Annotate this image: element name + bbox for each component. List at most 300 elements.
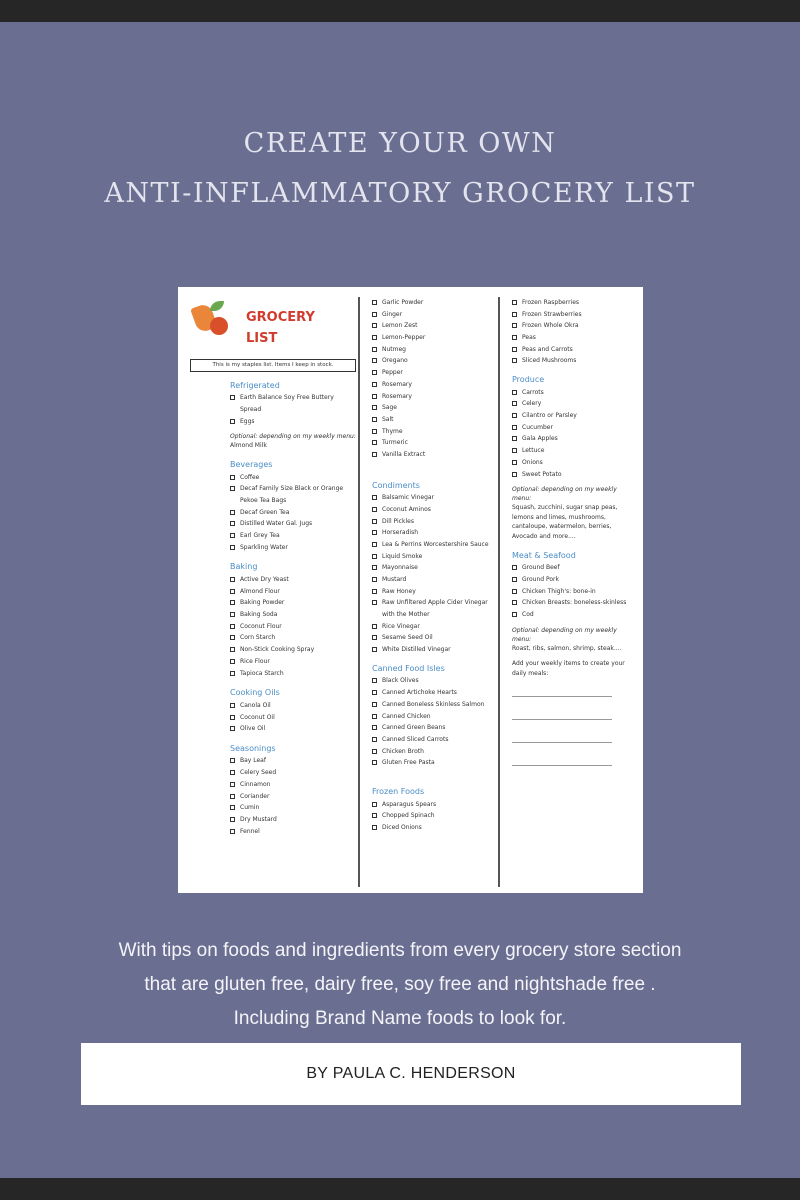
list-item	[230, 826, 356, 838]
list-item-label: Non-Stick Cooking Spray	[240, 646, 315, 654]
list-item	[372, 711, 497, 723]
list-item	[512, 398, 637, 410]
list-item-label: Olive Oil	[240, 725, 266, 733]
list-item-label: Chopped Spinach	[382, 812, 435, 820]
list-item-label: Lemon Zest	[382, 322, 418, 330]
checkbox-icon	[230, 475, 235, 480]
section-seasonings	[230, 755, 356, 837]
list-item	[230, 586, 356, 598]
list-item-label: Canola Oil	[240, 701, 271, 709]
cover-title-line2: ANTI-INFLAMMATORY GROCERY LIST	[104, 178, 696, 209]
list-item-label: Sage	[382, 404, 397, 412]
checkbox-icon	[372, 678, 377, 683]
section-canned	[372, 675, 497, 769]
checkbox-icon	[512, 600, 517, 605]
list-item	[372, 822, 497, 834]
checkbox-icon	[230, 671, 235, 676]
list-item-label: Lettuce	[522, 447, 545, 455]
list-item-label: Nutmeg	[382, 345, 406, 353]
list-item-label: Frozen Whole Okra	[522, 322, 579, 330]
bottom-border	[0, 1178, 800, 1200]
list-item-label: Celery	[522, 400, 542, 408]
checkbox-icon	[372, 760, 377, 765]
section-heading-condiments: Condiments	[372, 480, 420, 490]
optional-items: Squash, zucchini, sugar snap peas, lemons and limes, mushrooms, cantaloupe, watermelon, berries, Avocado and more....	[512, 504, 618, 540]
list-item	[230, 483, 356, 506]
checkbox-icon	[230, 612, 235, 617]
list-item	[372, 426, 497, 438]
list-item-label: Horseradish	[382, 529, 419, 537]
list-item-label: Canned Green Beans	[382, 724, 446, 732]
list-item-label: Coconut Oil	[240, 713, 275, 721]
list-item	[512, 445, 637, 457]
list-item-label: Coconut Aminos	[382, 505, 431, 513]
checkbox-icon	[230, 726, 235, 731]
checkbox-icon	[372, 429, 377, 434]
list-item	[372, 297, 497, 309]
list-item-label: Ground Beef	[522, 564, 560, 572]
list-header	[188, 299, 356, 353]
checkbox-icon	[372, 702, 377, 707]
top-border	[0, 0, 800, 22]
list-item	[230, 416, 356, 428]
list-item-label: Black Olives	[382, 677, 419, 685]
column-divider	[498, 297, 500, 887]
checkbox-icon	[372, 495, 377, 500]
list-item-label: Turmeric	[382, 439, 408, 447]
list-item	[372, 699, 497, 711]
list-item-label: Lea & Perrins Worcestershire Sauce	[382, 540, 489, 548]
list-item	[372, 391, 497, 403]
list-item	[372, 799, 497, 811]
list-item-label: Canned Boneless Skinless Salmon	[382, 700, 485, 708]
checkbox-icon	[512, 401, 517, 406]
checkbox-icon	[372, 749, 377, 754]
list-item-label: Sweet Potato	[522, 470, 562, 478]
list-item	[372, 492, 497, 504]
checkbox-icon	[512, 413, 517, 418]
checkbox-icon	[372, 725, 377, 730]
list-item-label: Tapioca Starch	[240, 669, 284, 677]
checkbox-icon	[372, 300, 377, 305]
checkbox-icon	[372, 635, 377, 640]
list-item	[230, 609, 356, 621]
list-item-label: Chicken Broth	[382, 747, 424, 755]
checkbox-icon	[372, 589, 377, 594]
checkbox-icon	[230, 770, 235, 775]
checkbox-icon	[230, 829, 235, 834]
list-item-label: Vanilla Extract	[382, 450, 426, 458]
list-item	[372, 746, 497, 758]
list-item	[372, 402, 497, 414]
list-item-label: Thyme	[382, 427, 403, 435]
checkbox-icon	[372, 624, 377, 629]
list-item-label: Sparkling Water	[240, 543, 288, 551]
list-item	[230, 723, 356, 735]
checkbox-icon	[512, 323, 517, 328]
checkbox-icon	[372, 452, 377, 457]
section-seasonings-continued	[372, 297, 497, 461]
section-meat	[512, 562, 637, 620]
list-item-label: Cucumber	[522, 423, 553, 431]
list-item-label: Decaf Green Tea	[240, 508, 290, 516]
column-divider	[358, 297, 360, 887]
checkbox-icon	[372, 370, 377, 375]
closing-note: Add your weekly items to create your daily meals:	[512, 660, 625, 677]
checkbox-icon	[230, 510, 235, 515]
list-item-label: Celery Seed	[240, 769, 277, 777]
list-item-label: Gala Apples	[522, 435, 558, 443]
checkbox-icon	[372, 530, 377, 535]
section-frozen-continued	[512, 297, 637, 367]
list-item-label: Canned Sliced Carrots	[382, 735, 449, 743]
list-item	[230, 656, 356, 668]
list-item	[230, 507, 356, 519]
list-item-label: Gluten Free Pasta	[382, 759, 435, 767]
checkbox-icon	[230, 782, 235, 787]
list-item-label: Coriander	[240, 792, 270, 800]
checkbox-icon	[230, 635, 235, 640]
list-item-label: Carrots	[522, 388, 544, 396]
list-item	[372, 644, 497, 656]
checkbox-icon	[230, 703, 235, 708]
checkbox-icon	[372, 577, 377, 582]
list-item	[372, 810, 497, 822]
list-item-label: Sesame Seed Oil	[382, 634, 433, 642]
list-item	[230, 621, 356, 633]
list-item-label: Balsamic Vinegar	[382, 494, 435, 502]
list-item-label: Cod	[522, 610, 534, 618]
checkbox-icon	[230, 533, 235, 538]
list-item	[230, 814, 356, 826]
list-item-label: Asparagus Spears	[382, 800, 437, 808]
section-heading-beverages: Beverages	[230, 460, 273, 470]
checkbox-icon	[512, 390, 517, 395]
cover-title-line1: CREATE YOUR OWN	[243, 128, 557, 159]
checkbox-icon	[230, 395, 235, 400]
list-item-label: Coconut Flour	[240, 622, 282, 630]
list-item	[372, 437, 497, 449]
checkbox-icon	[512, 448, 517, 453]
list-item	[512, 574, 637, 586]
checkbox-icon	[372, 358, 377, 363]
tagline-line1: With tips on foods and ingredients from every grocery store section	[118, 940, 682, 961]
list-item	[512, 433, 637, 445]
author-name: BY PAULA C. HENDERSON	[306, 1065, 516, 1082]
list-item-label: Chicken Thigh's: bone-in	[522, 587, 596, 595]
checkbox-icon	[230, 419, 235, 424]
checkbox-icon	[230, 794, 235, 799]
list-item-label: Peas	[522, 334, 536, 342]
checkbox-icon	[512, 612, 517, 617]
checkbox-icon	[230, 647, 235, 652]
list-item-label: Eggs	[240, 417, 255, 425]
checkbox-icon	[230, 817, 235, 822]
checkbox-icon	[512, 335, 517, 340]
optional-note: Optional: depending on my weekly menu:	[230, 433, 356, 441]
list-logo-text: GROCERY LIST	[246, 310, 315, 347]
list-item-label: Salt	[382, 415, 394, 423]
list-item	[512, 597, 637, 609]
list-item	[372, 687, 497, 699]
checkbox-icon	[230, 545, 235, 550]
list-item	[230, 767, 356, 779]
checkbox-icon	[512, 300, 517, 305]
checkbox-icon	[372, 802, 377, 807]
list-item	[372, 367, 497, 379]
list-item-label: Chicken Breasts: boneless-skinless	[522, 599, 627, 607]
list-item-label: Rice Flour	[240, 657, 270, 665]
list-item-label: Baking Powder	[240, 599, 285, 607]
list-item-label: Raw Unfiltered Apple Cider Vinegar with the Mother	[382, 599, 488, 619]
list-item-label: Rice Vinegar	[382, 622, 420, 630]
checkbox-icon	[512, 460, 517, 465]
author-banner	[81, 1043, 741, 1105]
checkbox-icon	[372, 312, 377, 317]
list-item	[372, 574, 497, 586]
list-item-label: Sliced Mushrooms	[522, 357, 577, 365]
checkbox-icon	[230, 589, 235, 594]
list-item	[372, 320, 497, 332]
list-item-label: Bay Leaf	[240, 757, 266, 765]
checkbox-icon	[372, 825, 377, 830]
tagline-line3: Including Brand Name foods to look for.	[233, 1008, 567, 1029]
checkbox-icon	[512, 358, 517, 363]
checkbox-icon	[372, 335, 377, 340]
checkbox-icon	[372, 417, 377, 422]
list-item	[230, 518, 356, 530]
list-item	[372, 332, 497, 344]
section-heading-seasonings: Seasonings	[230, 743, 276, 753]
list-item-label: Rosemary	[382, 380, 412, 388]
list-item	[372, 309, 497, 321]
checkbox-icon	[512, 565, 517, 570]
list-item-label: Cinnamon	[240, 780, 271, 788]
checkbox-icon	[372, 405, 377, 410]
checkbox-icon	[512, 347, 517, 352]
list-item-label: Garlic Powder	[382, 299, 424, 306]
list-item	[372, 621, 497, 633]
list-item	[372, 449, 497, 461]
checkbox-icon	[372, 347, 377, 352]
list-item	[372, 586, 497, 598]
checkbox-icon	[230, 486, 235, 491]
checkbox-icon	[372, 394, 377, 399]
list-item	[372, 734, 497, 746]
list-item-label: Liquid Smoke	[382, 552, 423, 560]
checkbox-icon	[512, 472, 517, 477]
list-item-label: Earl Grey Tea	[240, 532, 280, 540]
list-item	[372, 632, 497, 644]
checkbox-icon	[372, 507, 377, 512]
list-item	[372, 379, 497, 391]
list-item	[372, 722, 497, 734]
list-item-label: Peas and Carrots	[522, 345, 573, 353]
checkbox-icon	[372, 600, 377, 605]
list-column-2	[372, 297, 497, 834]
list-item	[372, 414, 497, 426]
list-item	[372, 539, 497, 551]
list-item	[230, 392, 356, 415]
section-heading-cooking-oils: Cooking Oils	[230, 688, 280, 698]
staples-note: This is my staples list. Items I keep in stock.	[190, 359, 356, 372]
checkbox-icon	[372, 565, 377, 570]
list-item-label: Coffee	[240, 473, 260, 481]
section-heading-baking: Baking	[230, 562, 258, 572]
list-item-label: Dill Pickles	[382, 517, 414, 525]
list-item	[372, 516, 497, 528]
list-item	[512, 355, 637, 367]
checkbox-icon	[372, 647, 377, 652]
list-item-label: Baking Soda	[240, 611, 278, 619]
list-item-label: Lemon-Pepper	[382, 334, 426, 342]
checkbox-icon	[230, 624, 235, 629]
section-baking	[230, 574, 356, 679]
checkbox-icon	[372, 737, 377, 742]
list-item-label: Ground Pork	[522, 575, 559, 583]
list-item-label: Rosemary	[382, 392, 412, 400]
list-item	[512, 320, 637, 332]
checkbox-icon	[230, 521, 235, 526]
section-beverages	[230, 472, 356, 554]
list-item	[230, 668, 356, 680]
list-item	[512, 297, 637, 309]
list-column-1	[188, 299, 356, 837]
list-item-label: Corn Starch	[240, 634, 276, 642]
list-item	[230, 802, 356, 814]
list-item-label: Distilled Water Gal. Jugs	[240, 520, 313, 528]
list-item-label: Oregano	[382, 357, 408, 365]
checkbox-icon	[230, 758, 235, 763]
list-item	[230, 472, 356, 484]
checkbox-icon	[372, 714, 377, 719]
checkbox-icon	[372, 690, 377, 695]
section-condiments	[372, 492, 497, 656]
list-item-label: Pepper	[382, 369, 403, 377]
list-item	[512, 562, 637, 574]
section-frozen	[372, 799, 497, 834]
checkbox-icon	[372, 813, 377, 818]
checkbox-icon	[512, 577, 517, 582]
list-item	[230, 542, 356, 554]
checkbox-icon	[372, 382, 377, 387]
checkbox-icon	[372, 440, 377, 445]
section-heading-refrigerated: Refrigerated	[230, 380, 280, 390]
list-item	[230, 791, 356, 803]
checkbox-icon	[372, 554, 377, 559]
list-item	[372, 504, 497, 516]
list-item	[372, 562, 497, 574]
list-item	[372, 344, 497, 356]
optional-items: Roast, ribs, salmon, shrimp, steak....	[512, 644, 622, 652]
list-item	[512, 387, 637, 399]
list-item-label: Canned Chicken	[382, 712, 431, 720]
list-item	[230, 632, 356, 644]
list-item	[512, 469, 637, 481]
section-cooking-oils	[230, 700, 356, 735]
checkbox-icon	[230, 715, 235, 720]
list-item-label: Cumin	[240, 804, 260, 812]
list-item	[372, 597, 497, 620]
write-in-line	[512, 747, 612, 766]
list-item	[372, 551, 497, 563]
list-item-label: Dry Mustard	[240, 815, 277, 823]
list-item	[512, 457, 637, 469]
write-in-line	[512, 678, 612, 697]
list-item-label: Active Dry Yeast	[240, 576, 289, 584]
list-item-label: Earth Balance Soy Free Buttery Spread	[240, 394, 334, 414]
optional-note: Optional: depending on my weekly menu:	[512, 486, 617, 503]
section-heading-produce: Produce	[512, 375, 545, 385]
section-heading-frozen: Frozen Foods	[372, 786, 425, 796]
write-in-line	[512, 724, 612, 743]
section-heading-canned: Canned Food Isles	[372, 663, 445, 673]
list-item-label: Raw Honey	[382, 587, 416, 595]
list-item-label: Cilantro or Parsley	[522, 412, 577, 420]
list-item-label: Diced Onions	[382, 823, 422, 831]
list-item	[230, 530, 356, 542]
list-item	[512, 410, 637, 422]
list-item	[512, 422, 637, 434]
vegetables-icon	[190, 299, 236, 343]
list-item	[230, 712, 356, 724]
list-item-label: Onions	[522, 458, 543, 466]
optional-note: Optional: depending on my weekly menu:	[512, 626, 617, 643]
list-item	[512, 344, 637, 356]
list-item-label: Almond Flour	[240, 587, 280, 595]
list-item-label: Ginger	[382, 310, 403, 318]
list-item-label: Frozen Raspberries	[522, 299, 580, 306]
list-item-label: Mayonnaise	[382, 564, 418, 572]
list-item	[372, 675, 497, 687]
checkbox-icon	[372, 519, 377, 524]
list-item	[512, 609, 637, 621]
list-item-label: Decaf Family Size Black or Orange Pekoe Tea Bags	[240, 485, 344, 505]
list-item	[230, 597, 356, 609]
checkbox-icon	[512, 312, 517, 317]
list-item	[230, 574, 356, 586]
list-item	[230, 779, 356, 791]
checkbox-icon	[230, 577, 235, 582]
checkbox-icon	[230, 805, 235, 810]
list-item-label: Frozen Strawberries	[522, 310, 582, 318]
checkbox-icon	[372, 323, 377, 328]
checkbox-icon	[512, 589, 517, 594]
optional-items: Almond Milk	[230, 442, 267, 450]
list-item-label: Mustard	[382, 576, 407, 584]
list-item	[230, 644, 356, 656]
list-item	[512, 332, 637, 344]
list-item-label: Fennel	[240, 827, 260, 835]
section-produce	[512, 387, 637, 481]
checkbox-icon	[512, 425, 517, 430]
section-heading-meat: Meat & Seafood	[512, 550, 576, 560]
list-item-label: Canned Artichoke Hearts	[382, 689, 457, 697]
section-refrigerated	[230, 392, 356, 427]
grocery-list-preview	[178, 287, 643, 893]
list-item	[372, 355, 497, 367]
list-item	[230, 700, 356, 712]
list-column-3	[512, 297, 637, 770]
list-item-label: White Distilled Vinegar	[382, 646, 451, 654]
list-item	[372, 527, 497, 539]
tagline-line2: that are gluten free, dairy free, soy free and nightshade free .	[144, 974, 656, 995]
list-item	[230, 755, 356, 767]
checkbox-icon	[512, 436, 517, 441]
checkbox-icon	[372, 542, 377, 547]
checkbox-icon	[230, 600, 235, 605]
write-in-line	[512, 701, 612, 720]
